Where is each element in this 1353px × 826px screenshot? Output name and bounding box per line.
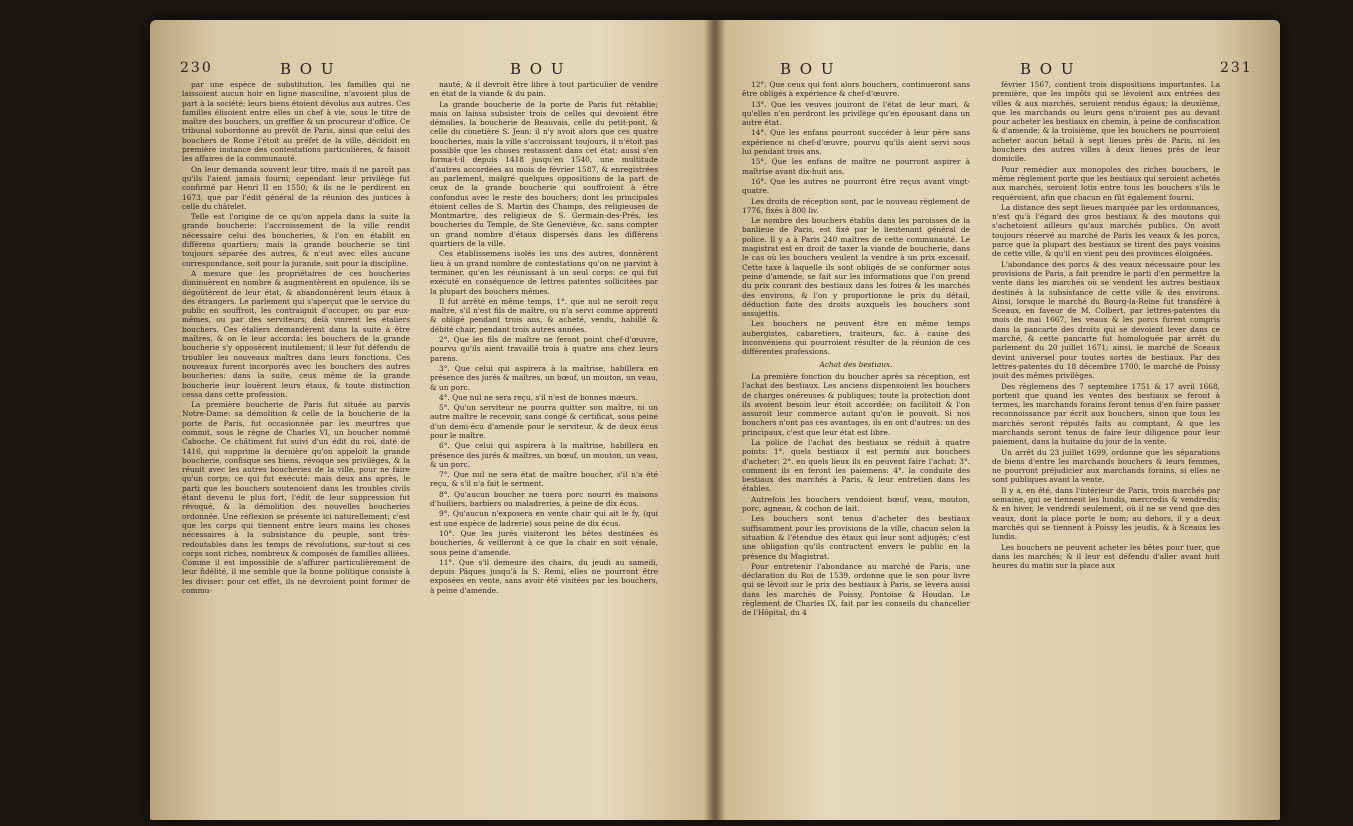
paragraph: février 1567, contient trois dispositions importantes. La première, que les impôts qui se lèvoient aux entrées des villes & aux marchés, seroient rendus égaux; la deuxième, que les marchands ou leurs gens n'iroient pas au devant pour acheter les bestiaux en chemin, à peine de confiscation & d'amende; & la troisième, que les bouchers ne pourroient acheter aucun bétail à sept lieues près de Paris, ni les bouchers des autres villes à deux lieues près de leur domicile.	[992, 80, 1220, 164]
right-column-1	[742, 80, 970, 800]
paragraph: 6°. Que celui qui aspirera à la maîtrise, habillera en présence des jurés & maîtres, un bœuf, un mouton, un veau, & un porc.	[430, 441, 658, 469]
paragraph: 15°. Que les enfans de maître ne pourront aspirer à maîtrise avant dix-huit ans.	[742, 157, 970, 176]
paragraph: Les bouchers ne peuvent être en même temps aubergistes, cabaretiers, traiteurs, &c. à cause des inconvéniens qui pourroient résulter de la réunion de ces différentes professions.	[742, 319, 970, 357]
paragraph: 8°. Qu'aucun boucher ne tuera porc nourri ès maisons d'huiliers, barbiers ou maladreries, à peine de dix écus.	[430, 489, 658, 509]
paragraph: 16°. Que les autres ne pourront être reçus avant vingt-quatre.	[742, 176, 970, 196]
paragraph: Il fut arrêté en même temps, 1°. que nul ne seroit reçu maître, s'il n'est fils de maître, ou n'a servi comme apprenti & obligé pendant trois ans, & acheté, vendu, habillé & débité chair, pendant trois autres années.	[430, 296, 658, 334]
left-column-2	[430, 80, 658, 800]
paragraph: Les bouchers ne peuvent acheter les bêtes pour tuer, que dans les marchés; & il leur est défendu d'aller avant huit heures du matin sur la place aux	[992, 542, 1220, 571]
paragraph: Il y a, en été, dans l'intérieur de Paris, trois marchés par semaine, qui se tiennent les lundis, mercredis & vendredis; & en hiver, le vendredi seulement, où il ne se vend que des veaux, dont la place porte le nom; au dehors, il y a deux marchés qui se tiennent à Poissy les jeudis, & à Sceaux les lundis.	[992, 485, 1220, 542]
left-header-right: B O U	[510, 60, 566, 78]
paragraph: Telle est l'origine de ce qu'on appela dans la suite la grande boucherie: l'accroissement de la ville rendit nécessaire celui des boucheries, & l'on en établit en différens quartiers; mais la grande boucherie se tint toujours séparée des autres, & n'eut avec elles aucune correspondance, soit pour la jurande, soit pour la discipline.	[182, 212, 410, 268]
right-header-right: B O U	[1020, 60, 1076, 78]
open-book	[150, 20, 1280, 820]
left-column-1	[182, 80, 410, 800]
right-column-2	[992, 80, 1220, 800]
paragraph: Des règlemens des 7 septembre 1751 & 17 avril 1668, portent que quand les ventes des bestiaux se feront à termes, les marchands forains feront tenus d'en faire passer reconnoissance par écrit aux bouchers, sinon que tous les marchés seront réputés faits au comptant, & que les marchands seront tenus de faire leur diligence pour leur paiement, dans la huitaine du jour de la vente.	[992, 381, 1220, 447]
paragraph: Achat des bestiaux.	[819, 359, 893, 369]
paragraph: 9°. Qu'aucun n'exposera en vente chair qui ait le fy, (qui est une espèce de ladrerie) sous peine de dix écus.	[430, 509, 658, 528]
paragraph: 12°. Que ceux qui font alors bouchers, continueront sans être obligés à expérience & chef-d'œuvre.	[742, 80, 970, 99]
paragraph: La police de l'achat des bestiaux se réduit à quatre points: 1°. quels bestiaux il est permis aux bouchers d'acheter: 2°. en quels lieux ils en peuvent faire l'achat: 3°. comment ils en feront les paiemens: 4°. la conduite des bestiaux des marchés à Paris, & leur entretien dans les étables.	[742, 437, 970, 494]
right-page-number: 231	[1220, 60, 1253, 76]
paragraph: La première fonction du boucher après sa réception, est l'achat des bestiaux. Les anciens dispensoient les bouchers de charges onéreuses & publiques; toute la protection dont ils avoient besoin leur étoit accordée; on facilitoit & l'on assuroit leur commerce autant qu'on le pouvoit. Si nos bouchers n'ont pas ces avantages, ils en ont d'autres: un des principaux, c'est que leur état est libre.	[742, 371, 970, 437]
paragraph: Les bouchers sont tenus d'acheter des bestiaux suffisamment pour les provisions de la ville, chacun selon la situation & l'étendue des étaux qui leur sont adjugés; c'est une obligation qu'ils contractent envers le public en la présence du Magistrat.	[742, 514, 970, 561]
right-header-left: B O U	[780, 60, 836, 78]
paragraph: La distance des sept lieues marquée par les ordonnances, n'est qu'à l'égard des gros bestiaux & des moutons qui s'achetoient ailleurs qu'aux marchés publics. On avoit toujours réservé au marché de Paris les veaux & les porcs, parce que la plupart des bestiaux se tirent des pays voisins de cette ville, & qu'il en vient peu des provinces éloignées.	[992, 202, 1220, 259]
paragraph: 11°. Que s'il demeure des chairs, du jeudi au samedi, depuis Pâques jusqu'à la S. Remi, elles ne pourront être exposées en vente, sans avoir été visitées par les bouchers, à peine d'amende.	[430, 557, 658, 595]
left-page	[150, 20, 710, 820]
paragraph: par une espèce de substitution, les familles qui ne laissoient aucun hoir en ligne masculine, n'avoient plus de part à la société; leurs biens étoient dévolus aux autres. Ces familles élisoient entre elles un chef à vie, sous le titre de maître des bouchers, un greffier & un procureur d'office. Ce tribunal subordonné au prevôt de Paris, ainsi que celui des bouchers de Rome l'étoit au préfet de la ville, décidoit en première instance des contestations particulières, & faisoit les affaires de la communauté.	[182, 80, 410, 164]
paragraph: A mesure que les propriétaires de ces boucheries diminuèrent en nombre & augmentèrent en opulence, ils se dégoûtèrent de leur état, & abandonnèrent leurs étaux à des étrangers. Le parlement qui s'aperçut que le service du public en souffroit, les contraignit d'occuper, ou par eux-mêmes, ou par des serviteurs; delà vinrent les étaliers bouchers. Ces étaliers demandèrent dans la suite à être maîtres, & on le leur accorda: les bouchers de la grande boucherie s'y opposèrent inutilement; il leur fut défendu de troubler les nouveaux maîtres dans leurs fonctions. Ces nouveaux furent incorporés avec les bouchers des autres boucheries: dans la suite, ceux même de la grande boucherie leur louèrent leurs étaux, & toute distinction cessa dans cette profession.	[182, 268, 410, 399]
right-page	[720, 20, 1280, 820]
paragraph: 10°. Que les jurés visiteront les bêtes destinées ès boucheries, & veilleront à ce que la chair en soit vénale, sous peine d'amende.	[430, 528, 658, 557]
left-header-left: B O U	[280, 60, 336, 78]
paragraph: Le nombre des bouchers établis dans les paroisses de la banlieue de Paris, est fixé par le lieutenant général de police. Il y a à Paris 240 maîtres de cette communauté. Le magistrat est en droit de taxer la viande de boucherie, dans le cas où les bouchers veulent la vendre à un prix excessif. Cette taxe à laquelle ils sont obligés de se conformer sous peine d'amende, se fait sur les informations que l'on prend du prix courant des bestiaux dans les foires & les marchés des environs, & l'on y proportionne le prix du détail, déduction faite des droits auxquels les bouchers sont assujettis.	[742, 216, 970, 319]
paragraph: nauté, & il devroit être libre à tout particulier de vendre en état de la viande & du pain.	[430, 80, 658, 99]
paragraph: Ces établissemens isolés les uns des autres, donnèrent lieu à un grand nombre de contestations qu'on ne parvint à terminer, qu'en les réunissant à un seul corps: ce qui fut exécuté en conséquence de lettres patentes sollicitées par la plupart des bouchers mêmes.	[430, 249, 658, 296]
paragraph: Autrefois les bouchers vendoient bœuf, veau, mouton, porc, agneau, & cochon de lait.	[742, 494, 970, 514]
paragraph: Un arrêt du 23 juillet 1699, ordonne que les séparations de biens d'entre les marchands bouchers & leurs femmes, ne pourront préjudicier aux marchands forains, si elles ne sont publiques avant la vente.	[992, 447, 1220, 485]
paragraph: 4°. Que nul ne sera reçu, s'il n'est de bonnes mœurs.	[439, 392, 638, 402]
paragraph: L'abondance des porcs & des veaux nécessaire pour les provisions de Paris, a fait prendre le parti d'en permettre la vente dans les marchés où se vendent les autres bestiaux destinés à la subsistance de cette ville & des environs. Ainsi, lorsque le marché du Bourg-la-Reine fut transféré à Sceaux, en faveur de M. Colbert, par lettres-patentes du mois de mai 1667, les veaux & les porcs furent compris dans la pancarte des droits qui se devoient lever dans ce marché, & cette pancarte fut homologuée par arrêt du parlement du 20 juillet 1671; ainsi, le marché de Sceaux devint universel pour toutes sortes de bestiaux. Par des lettres-patentes du 18 décembre 1700, le marché de Poissy jouit des mêmes privilèges.	[992, 259, 1220, 381]
paragraph: 7°. Que nul ne sera état de maître boucher, s'il n'a été reçu, & s'il n'a fait le serment.	[430, 470, 658, 489]
paragraph: On leur demanda souvent leur titre, mais il ne paroît pas qu'ils l'aient jamais fourni; cependant leur privilège fut confirmé par Henri II en 1550; & ils ne le perdirent en 1673, que par l'édit général de la réunion des justices à celle du châtelet.	[182, 164, 410, 211]
paragraph: Pour entretenir l'abondance au marché de Paris, une déclaration du Roi de 1539, ordonne que le son pour livre qui se lèvoit sur le prix des bestiaux à Paris, se lèvera aussi dans les marchés de Poissy, Pontoise & Houdan. Le règlement de Charles IX, fait par les conseils du chancelier de l'Hôpital, du 4	[742, 561, 970, 618]
paragraph: 13°. Que les veuves jouiront de l'état de leur mari, & qu'elles n'en perdront les privilège qu'en épousant dans un autre état.	[742, 99, 970, 128]
paragraph: 14°. Que les enfans pourront succéder à leur père sans expérience ni chef-d'œuvre, pourvu qu'ils aient servi sous lui pendant trois ans.	[742, 128, 970, 157]
paragraph: 2°. Que les fils de maître ne feront point chef-d'œuvre, pourvu qu'ils aient travaillé trois à quatre ans chez leurs parens.	[430, 335, 658, 363]
paragraph: Pour remédier aux monopoles des riches bouchers, le même règlement porte que les bestiaux qui seroient achetés aux marchés, seroient lotis entre tous les bouchers s'ils le requéroient, afin que chacun en fût également fourni.	[992, 164, 1220, 202]
paragraph: 3°. Que celui qui aspirera à la maîtrise, habillera en présence des jurés & maîtres, un bœuf, un mouton, un veau, & un porc.	[430, 363, 658, 392]
left-page-number: 230	[180, 60, 213, 76]
paragraph: La première boucherie de Paris fut située au parvis Notre-Dame: sa démolition & celle de la boucherie de la porte de Paris, fut occasionnée par les meurtres que commit, sous le règne de Charles VI, un boucher nommé Caboche. Ce châtiment fut suivi d'un édit du roi, daté de 1416, qui supprime la dernière qu'on appeloit la grande boucherie, confisque ses biens, révoque ses privilèges, & la réunit avec les autres boucheries de la ville, pour ne faire qu'un corps; ce qui fut exécuté: mais deux ans après, le parti que les bouchers soutenoient dans les troubles civils étant devenu le plus fort, l'édit de leur suppression fut révoqué, & la démolition des nouvelles boucheries ordonnée. Une réflexion se présente ici naturellement; c'est que les corps qui tiennent entre leurs mains les choses nécessaires à la subsistance du peuple, sont très-redoutables dans les temps de révolutions, sur-tout si ces corps sont riches, nombreux & composés de familles alliées. Comme il est impossible de s'affurer particulièrement de leur fidélité, il me semble que la bonne politique consiste à les diviser: pour cet effet, ils ne devroient point former de commu-	[182, 400, 410, 596]
paragraph: La grande boucherie de la porte de Paris fut rétablie; mais on laissa subsister trois de celles qui devoient être démolies, la boucherie de Beauvais, celle du petit-pont, & celle du cimetière S. Jean: il n'y avoit alors que ces quatre boucheries, mais la ville s'accroissant toujours, il n'étoit pas possible que les choses restassent dans cet état; aussi s'en forma-t-il depuis 1418 jusqu'en 1540, une multitude d'autres accordées au mois de février 1587, & enregistrées au parlement, malgré quelques oppositions de la part de ceux de la grande boucherie qui souffroient à être confondus avec le reste des bouchers; dont les principales étoient celles de S. Martin des Champs, des religieuses de Montmartre, des religieux de S. Germain-des-Prés, les boucheries du Temple, de Ste Geneviève, &c. sans compter un grand nombre d'étaux dispersés dans les différens quartiers de la ville.	[430, 99, 658, 249]
paragraph: Les droits de réception sont, par le nouveau règlement de 1776, fixés à 800 liv.	[742, 196, 970, 215]
paragraph: 5°. Qu'un serviteur ne pourra quitter son maître, ni un autre maître le recevoir, sans congé & certificat, sous peine d'un demi-écu d'amende pour le serviteur, & de deux écus pour le maître.	[430, 403, 658, 440]
